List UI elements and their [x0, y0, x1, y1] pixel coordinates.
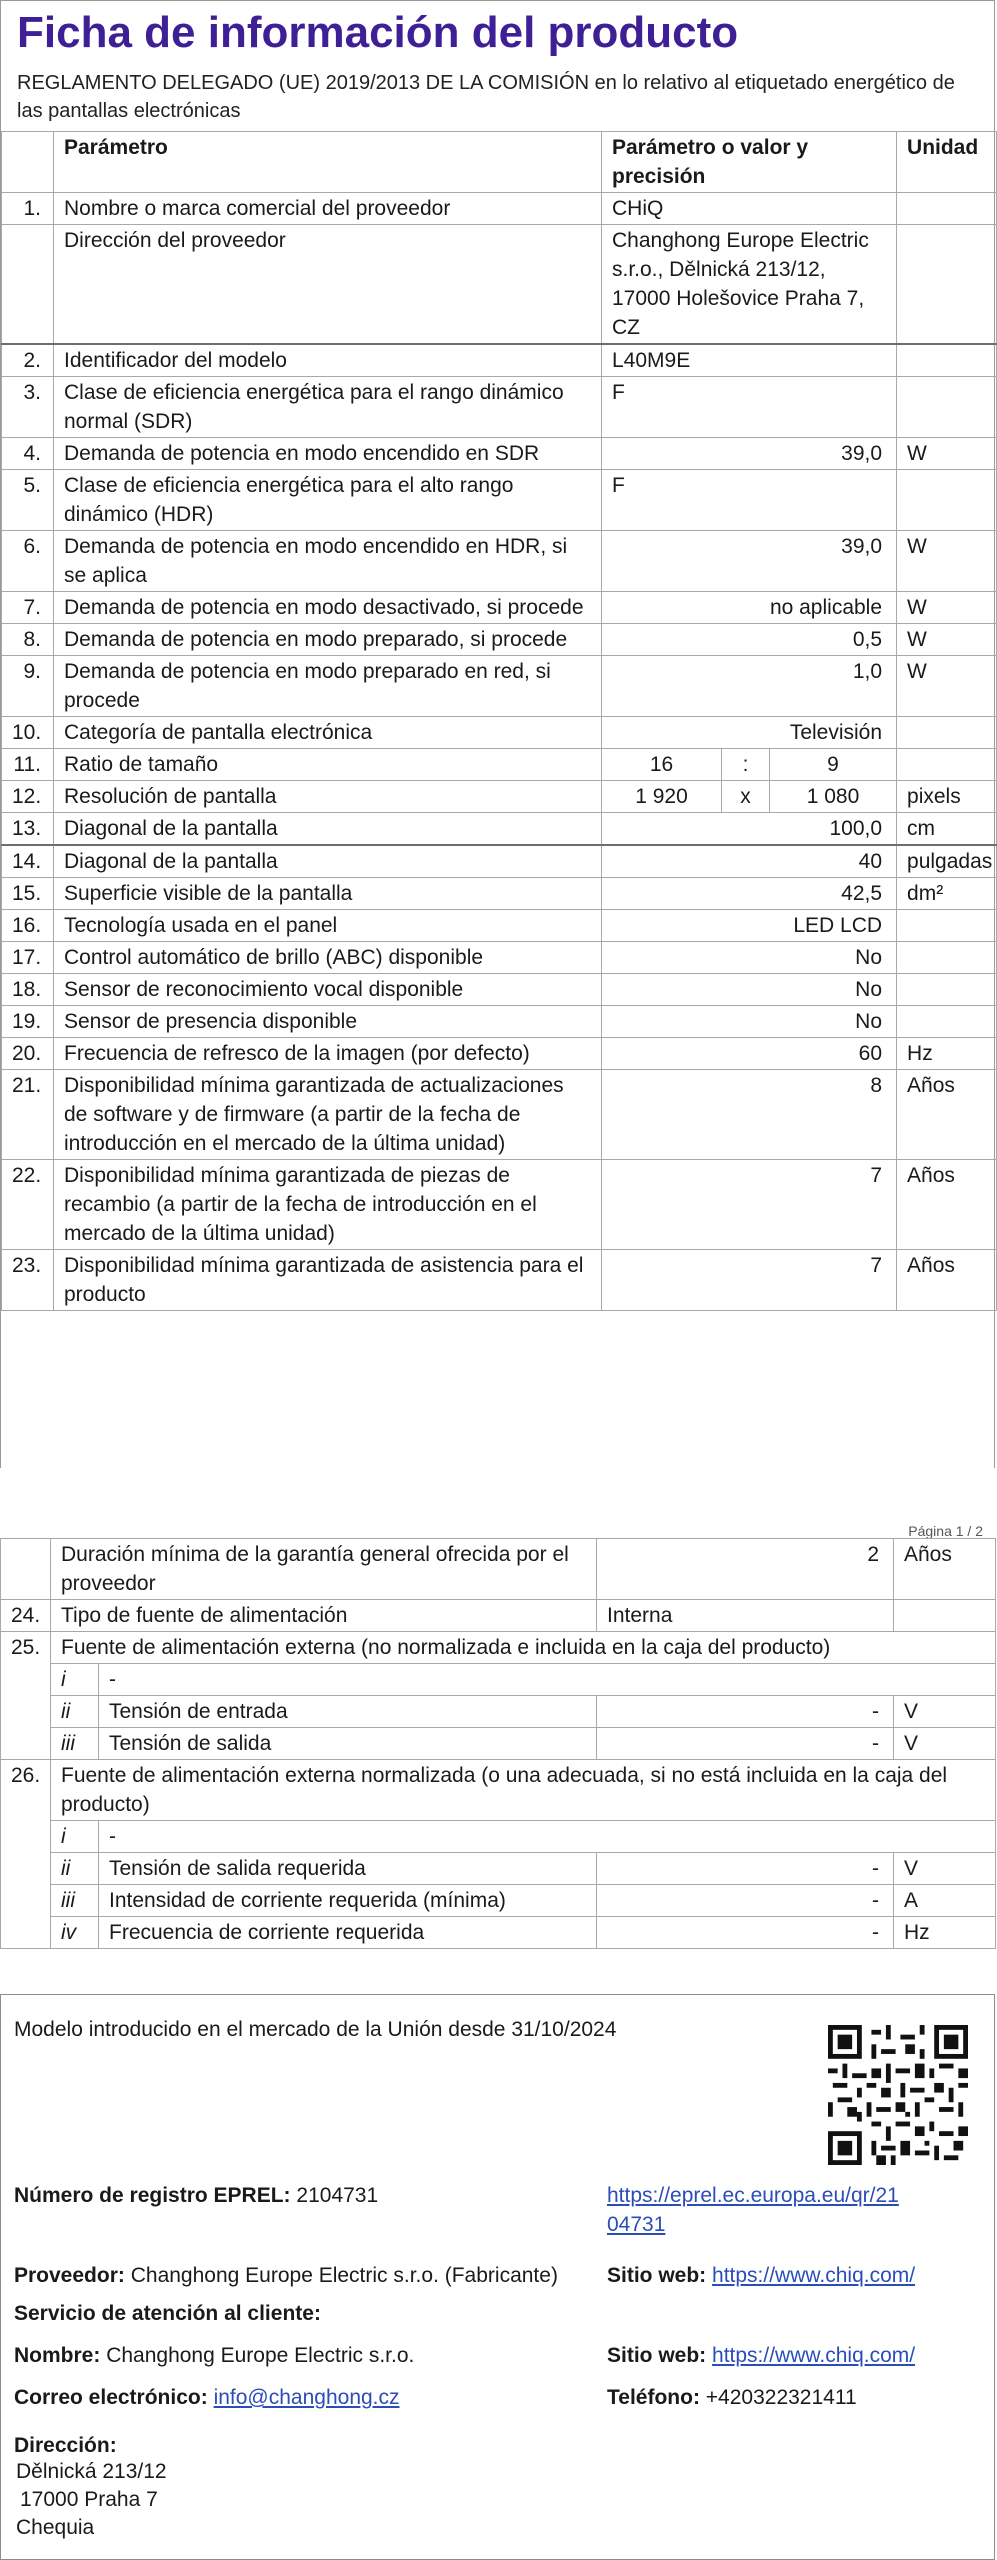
row-index: 15.	[2, 878, 54, 910]
table-row	[1, 1664, 996, 1696]
table-row	[1, 1885, 996, 1917]
row-unit: W	[897, 531, 997, 592]
ratio-height: 9	[770, 749, 897, 781]
row-value: No	[602, 942, 897, 974]
row-value: LED LCD	[602, 910, 897, 942]
eprel-link-line-2: 04731	[607, 2213, 666, 2236]
row-param: Tecnología usada en el panel	[54, 910, 602, 942]
row-unit: pulgadas	[897, 845, 997, 878]
row-index: 8.	[2, 624, 54, 656]
row-param: Demanda de potencia en modo preparado en red, si procede	[54, 656, 602, 717]
row-param: Fuente de alimentación externa normalizada (o una adecuada, si no está incluida en la caja del producto)	[51, 1760, 996, 1821]
table-row	[1, 1696, 996, 1728]
row-param: Dirección del proveedor	[54, 225, 602, 345]
row-value: -	[597, 1696, 894, 1728]
parameters-table	[1, 131, 997, 1311]
phone-label: Teléfono:	[607, 2386, 700, 2409]
row-unit	[897, 225, 997, 345]
table-row	[1, 1728, 996, 1760]
contact-website-row	[607, 2341, 981, 2370]
supplier-info-box	[0, 1994, 995, 2560]
row-index: 23.	[2, 1250, 54, 1311]
website-row	[607, 2261, 981, 2290]
market-intro-text: Modelo introducido en el mercado de la Unión desde 31/10/2024	[14, 2018, 617, 2041]
row-unit: Hz	[897, 1038, 997, 1070]
product-info-sheet-page-2	[0, 1538, 995, 1988]
page-title: Ficha de información del producto	[17, 8, 739, 57]
customer-service-heading: Servicio de atención al cliente:	[14, 2302, 321, 2325]
resolution-separator: x	[722, 781, 770, 813]
regulation-subtitle: REGLAMENTO DELEGADO (UE) 2019/2013 DE LA COMISIÓN en lo relativo al etiquetado energético de las pantallas electrónicas	[17, 72, 955, 122]
row-param: Identificador del modelo	[54, 344, 602, 377]
row-param: Superficie visible de la pantalla	[54, 878, 602, 910]
row-index: 1.	[2, 193, 54, 225]
eprel-link-block	[607, 2181, 981, 2239]
row-param: Diagonal de la pantalla	[54, 845, 602, 878]
email-link[interactable]: info@changhong.cz	[213, 2386, 400, 2409]
row-index: 25.	[1, 1632, 51, 1760]
row-index: 7.	[2, 592, 54, 624]
table-row	[2, 974, 997, 1006]
row-index: 12.	[2, 781, 54, 813]
row-value: 42,5	[602, 878, 897, 910]
row-param: Disponibilidad mínima garantizada de actualizaciones de software y de firmware (a partir de la fecha de introducción en el mercado de la última unidad)	[54, 1070, 602, 1160]
table-row	[2, 531, 997, 592]
table-row	[2, 193, 997, 225]
row-unit	[897, 974, 997, 1006]
sub-index: i	[51, 1664, 99, 1696]
resolution-width: 1 920	[602, 781, 722, 813]
table-row	[2, 1250, 997, 1311]
row-param: Disponibilidad mínima garantizada de asistencia para el producto	[54, 1250, 602, 1311]
row-param: Demanda de potencia en modo encendido en SDR	[54, 438, 602, 470]
row-param: Tensión de salida requerida	[99, 1853, 597, 1885]
row-value: no aplicable	[602, 592, 897, 624]
row-index: 5.	[2, 470, 54, 531]
row-index: 18.	[2, 974, 54, 1006]
table-row	[2, 910, 997, 942]
row-value: -	[597, 1728, 894, 1760]
row-index: 24.	[1, 1600, 51, 1632]
sub-index: iii	[51, 1728, 99, 1760]
row-param: Tipo de fuente de alimentación	[51, 1600, 597, 1632]
row-unit: pixels	[897, 781, 997, 813]
row-value: 0,5	[602, 624, 897, 656]
row-param: Demanda de potencia en modo desactivado, si procede	[54, 592, 602, 624]
contact-name-label: Nombre:	[14, 2344, 101, 2367]
row-value: 100,0	[602, 813, 897, 846]
table-row	[2, 813, 997, 846]
row-param: Categoría de pantalla electrónica	[54, 717, 602, 749]
row-unit: W	[897, 656, 997, 717]
row-unit: Años	[897, 1250, 997, 1311]
ratio-width: 16	[602, 749, 722, 781]
sub-index: i	[51, 1821, 99, 1853]
row-index	[2, 225, 54, 345]
row-unit	[897, 910, 997, 942]
row-index	[1, 1539, 51, 1600]
table-row	[1, 1760, 996, 1821]
email-label: Correo electrónico:	[14, 2386, 208, 2409]
sub-index: ii	[51, 1696, 99, 1728]
row-param: Frecuencia de corriente requerida	[99, 1917, 597, 1949]
eprel-link-line-1: https://eprel.ec.europa.eu/qr/21	[607, 2184, 899, 2207]
row-param: Clase de eficiencia energética para el rango dinámico normal (SDR)	[54, 377, 602, 438]
sub-index: ii	[51, 1853, 99, 1885]
row-index: 4.	[2, 438, 54, 470]
row-value: 40	[602, 845, 897, 878]
row-param: Control automático de brillo (ABC) disponible	[54, 942, 602, 974]
row-unit: Años	[897, 1070, 997, 1160]
row-unit: dm²	[897, 878, 997, 910]
table-row	[2, 344, 997, 377]
table-row	[1, 1821, 996, 1853]
row-unit	[897, 1006, 997, 1038]
resolution-height: 1 080	[770, 781, 897, 813]
table-header-row	[2, 132, 997, 193]
row-param: Tensión de entrada	[99, 1696, 597, 1728]
row-unit	[897, 344, 997, 377]
row-value: F	[602, 470, 897, 531]
contact-website-link[interactable]: https://www.chiq.com/	[712, 2344, 916, 2367]
row-index: 21.	[2, 1070, 54, 1160]
row-index: 9.	[2, 656, 54, 717]
row-value: No	[602, 974, 897, 1006]
contact-website-label: Sitio web:	[607, 2344, 707, 2367]
table-row	[2, 225, 997, 345]
sheet-header	[1, 1, 994, 125]
page-number: Página 1 / 2	[908, 1523, 983, 1539]
table-row	[2, 717, 997, 749]
row-unit: W	[897, 592, 997, 624]
sub-index: iv	[51, 1917, 99, 1949]
table-row	[2, 438, 997, 470]
row-value: 7	[602, 1250, 897, 1311]
row-index: 17.	[2, 942, 54, 974]
row-index: 13.	[2, 813, 54, 846]
row-unit: Años	[894, 1539, 996, 1600]
row-value: 39,0	[602, 438, 897, 470]
row-value: CHiQ	[602, 193, 897, 225]
row-param: Clase de eficiencia energética para el alto rango dinámico (HDR)	[54, 470, 602, 531]
eprel-label: Número de registro EPREL:	[14, 2184, 291, 2207]
table-row	[2, 624, 997, 656]
table-row	[1, 1917, 996, 1949]
row-value: -	[597, 1885, 894, 1917]
row-param: Sensor de reconocimiento vocal disponible	[54, 974, 602, 1006]
row-param: Tensión de salida	[99, 1728, 597, 1760]
row-param: Disponibilidad mínima garantizada de piezas de recambio (a partir de la fecha de introducción en el mercado de la última unidad)	[54, 1160, 602, 1250]
row-value: 39,0	[602, 531, 897, 592]
address-label: Dirección:	[14, 2434, 117, 2457]
row-value: 7	[602, 1160, 897, 1250]
eprel-link[interactable]	[607, 2184, 899, 2236]
row-index: 6.	[2, 531, 54, 592]
table-row	[2, 377, 997, 438]
qr-code-icon[interactable]	[828, 2025, 968, 2165]
table-row	[2, 781, 997, 813]
row-param: Resolución de pantalla	[54, 781, 602, 813]
table-row	[2, 749, 997, 781]
row-value: F	[602, 377, 897, 438]
param-header: Parámetro	[54, 132, 602, 193]
row-value: 8	[602, 1070, 897, 1160]
row-unit	[897, 193, 997, 225]
row-unit	[894, 1600, 996, 1632]
table-row	[1, 1539, 996, 1600]
contact-name-value: Changhong Europe Electric s.r.o.	[106, 2344, 415, 2367]
row-value: 60	[602, 1038, 897, 1070]
address-line-1: Dělnická 213/12	[16, 2460, 167, 2483]
row-value: -	[597, 1853, 894, 1885]
table-row	[1, 1853, 996, 1885]
row-param: Duración mínima de la garantía general ofrecida por el proveedor	[51, 1539, 597, 1600]
table-row	[2, 1006, 997, 1038]
row-param: Diagonal de la pantalla	[54, 813, 602, 846]
row-index: 26.	[1, 1760, 51, 1949]
row-index: 3.	[2, 377, 54, 438]
table-row	[2, 592, 997, 624]
address-line-3: Chequia	[16, 2516, 95, 2539]
row-unit	[897, 942, 997, 974]
row-param: Sensor de presencia disponible	[54, 1006, 602, 1038]
row-index: 11.	[2, 749, 54, 781]
sub-index: iii	[51, 1885, 99, 1917]
value-header: Parámetro o valor y precisión	[602, 132, 897, 193]
unit-header: Unidad	[897, 132, 997, 193]
supplier-label: Proveedor:	[14, 2264, 125, 2287]
table-row	[2, 656, 997, 717]
row-index: 22.	[2, 1160, 54, 1250]
row-unit: Hz	[894, 1917, 996, 1949]
row-param: -	[99, 1664, 996, 1696]
row-param: Nombre o marca comercial del proveedor	[54, 193, 602, 225]
table-row	[2, 942, 997, 974]
row-unit: W	[897, 438, 997, 470]
row-value: Televisión	[602, 717, 897, 749]
row-param: Demanda de potencia en modo preparado, si procede	[54, 624, 602, 656]
website-label: Sitio web:	[607, 2264, 707, 2287]
row-index: 14.	[2, 845, 54, 878]
row-index: 10.	[2, 717, 54, 749]
phone-row	[607, 2383, 981, 2412]
table-row	[2, 845, 997, 878]
website-link[interactable]: https://www.chiq.com/	[712, 2264, 916, 2287]
row-index: 16.	[2, 910, 54, 942]
row-index: 2.	[2, 344, 54, 377]
power-supply-table	[0, 1538, 996, 1949]
table-row	[2, 878, 997, 910]
row-value: No	[602, 1006, 897, 1038]
table-row	[2, 1160, 997, 1250]
row-value: -	[597, 1917, 894, 1949]
row-unit: A	[894, 1885, 996, 1917]
row-unit	[897, 377, 997, 438]
address-line-2: 17000 Praha 7	[20, 2488, 158, 2511]
row-unit: Años	[897, 1160, 997, 1250]
index-header	[2, 132, 54, 193]
row-value: Changhong Europe Electric s.r.o., Dělnická 213/12, 17000 Holešovice Praha 7, CZ	[602, 225, 897, 345]
row-param: -	[99, 1821, 996, 1853]
row-value: 1,0	[602, 656, 897, 717]
row-param: Demanda de potencia en modo encendido en HDR, si se aplica	[54, 531, 602, 592]
ratio-separator: :	[722, 749, 770, 781]
phone-value: +420322321411	[705, 2386, 857, 2409]
row-unit: V	[894, 1853, 996, 1885]
row-unit: cm	[897, 813, 997, 846]
table-row	[2, 470, 997, 531]
row-value: L40M9E	[602, 344, 897, 377]
row-param: Intensidad de corriente requerida (mínima)	[99, 1885, 597, 1917]
row-index: 19.	[2, 1006, 54, 1038]
eprel-value: 2104731	[296, 2184, 379, 2207]
row-unit	[897, 717, 997, 749]
supplier-value: Changhong Europe Electric s.r.o. (Fabricante)	[130, 2264, 558, 2287]
row-index: 20.	[2, 1038, 54, 1070]
table-row	[1, 1600, 996, 1632]
table-row	[2, 1038, 997, 1070]
row-value: 2	[597, 1539, 894, 1600]
row-param: Fuente de alimentación externa (no normalizada e incluida en la caja del producto)	[51, 1632, 996, 1664]
row-unit	[897, 749, 997, 781]
row-param: Frecuencia de refresco de la imagen (por defecto)	[54, 1038, 602, 1070]
row-unit	[897, 470, 997, 531]
row-unit: V	[894, 1728, 996, 1760]
table-row	[1, 1632, 996, 1664]
row-value: Interna	[597, 1600, 894, 1632]
row-unit: V	[894, 1696, 996, 1728]
row-unit: W	[897, 624, 997, 656]
table-row	[2, 1070, 997, 1160]
row-param: Ratio de tamaño	[54, 749, 602, 781]
